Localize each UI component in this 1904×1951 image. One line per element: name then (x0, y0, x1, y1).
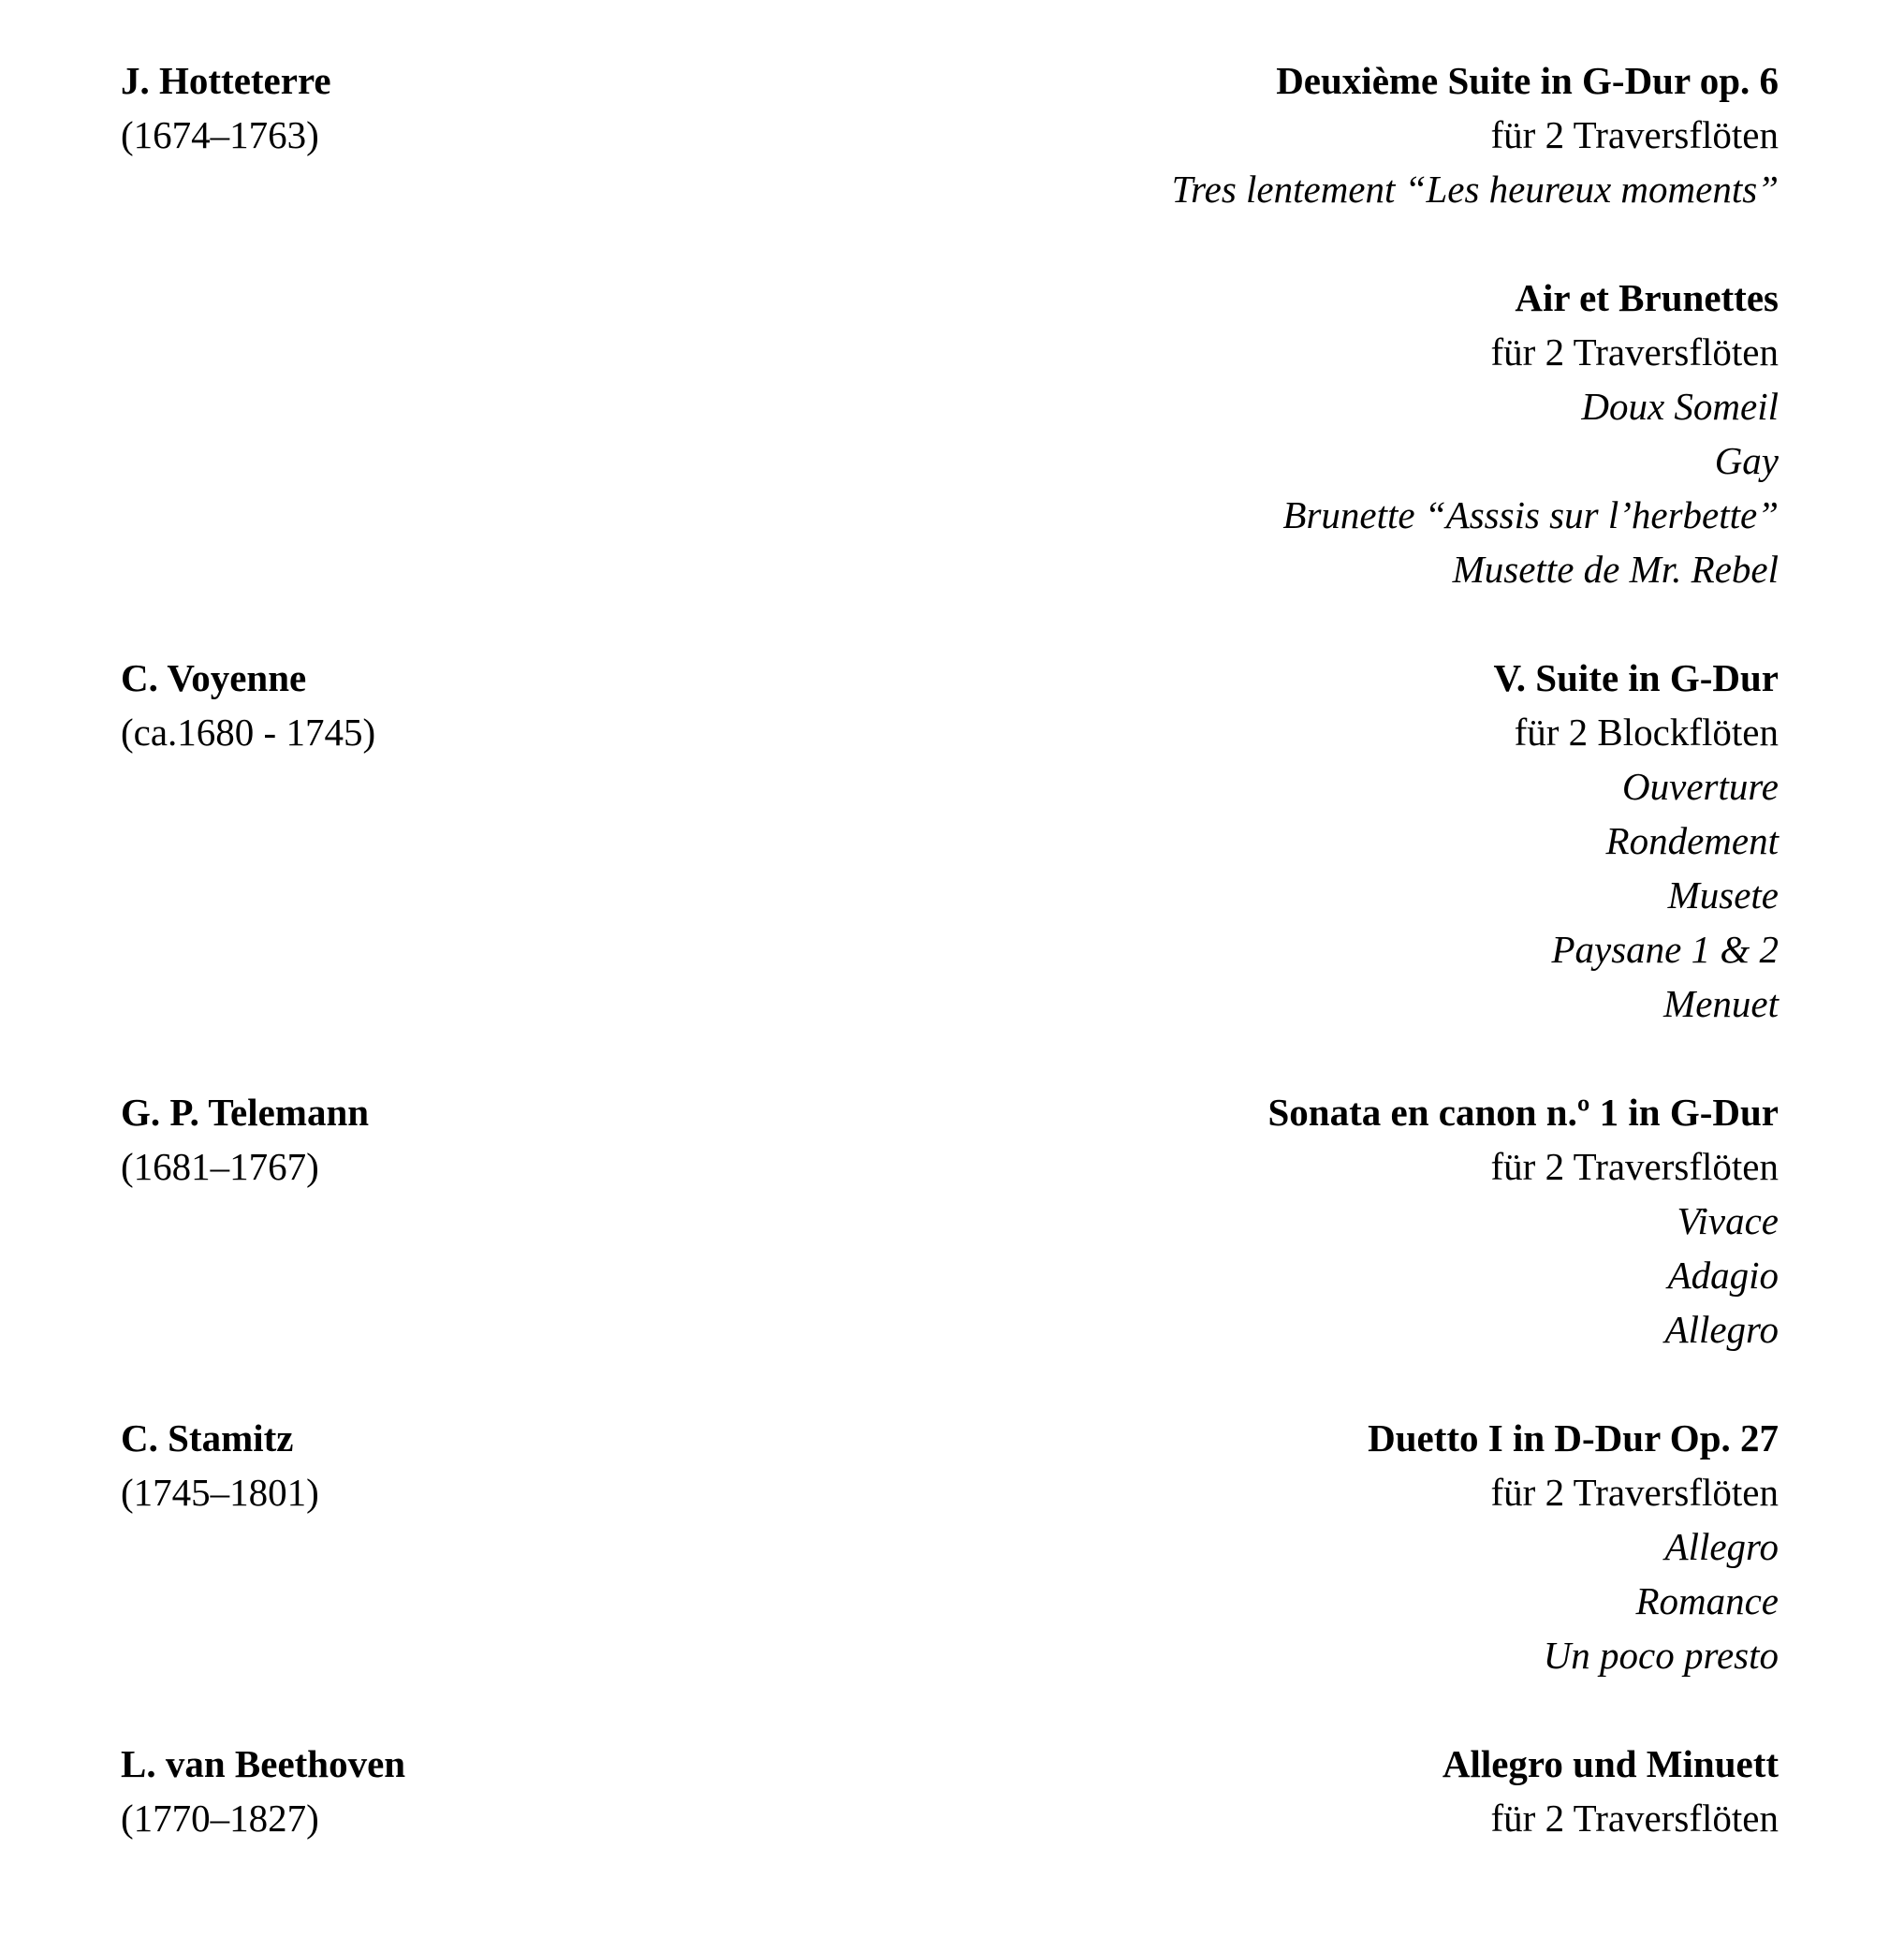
work-title: Deuxième Suite in G-Dur op. 6 (1276, 59, 1779, 102)
work-title: Allegro und Minuett (1442, 1742, 1779, 1785)
composer-dates: (1745–1801) (121, 1471, 319, 1514)
program-entry (0, 53, 1904, 596)
movement: Romance (1635, 1579, 1779, 1622)
composer-dates: (ca.1680 - 1745) (121, 711, 376, 754)
movement: Gay (1714, 439, 1779, 482)
work-instrumentation: für 2 Traversflöten (1490, 1471, 1779, 1514)
movement: Menuet (1663, 982, 1779, 1025)
work-instrumentation: für 2 Traversflöten (1490, 1797, 1779, 1840)
program-entry (0, 651, 1904, 1031)
movement: Musette de Mr. Rebel (1452, 548, 1779, 591)
movement: Paysane 1 & 2 (1551, 928, 1779, 971)
composer-name: J. Hotteterre (121, 59, 331, 102)
composer-dates: (1770–1827) (121, 1797, 319, 1840)
work-instrumentation: für 2 Traversflöten (1490, 1145, 1779, 1188)
movement: Allegro (1664, 1308, 1779, 1351)
composer-name: C. Stamitz (121, 1416, 294, 1460)
work-instrumentation: für 2 Traversflöten (1490, 113, 1779, 156)
composer-name: G. P. Telemann (121, 1091, 370, 1134)
work-instrumentation: für 2 Blockflöten (1514, 711, 1779, 754)
composer-name: C. Voyenne (121, 656, 307, 699)
composer-dates: (1681–1767) (121, 1145, 319, 1188)
movement: Brunette “Asssis sur l’herbette” (1282, 493, 1779, 536)
work-title: V. Suite in G-Dur (1493, 656, 1779, 699)
work-title: Duetto I in D-Dur Op. 27 (1368, 1416, 1779, 1460)
movement: Vivace (1677, 1199, 1779, 1242)
movement: Un poco presto (1543, 1634, 1779, 1677)
composer-block (121, 1085, 776, 1194)
work-instrumentation: für 2 Traversflöten (1490, 330, 1779, 374)
program-page (0, 53, 1904, 1900)
movement: Allegro (1664, 1525, 1779, 1568)
movement: Ouverture (1622, 765, 1779, 808)
movement: Tres lentement “Les heureux moments” (1171, 168, 1779, 211)
program-entry (0, 1085, 1904, 1357)
composer-block (121, 1737, 776, 1845)
movement: Adagio (1667, 1254, 1779, 1297)
work-item (562, 271, 1779, 596)
movement: Doux Someil (1581, 385, 1779, 428)
composer-block (121, 651, 776, 759)
movement: Musete (1667, 873, 1779, 917)
composer-name: L. van Beethoven (121, 1742, 406, 1785)
composer-dates: (1674–1763) (121, 113, 319, 156)
composer-block (121, 53, 776, 162)
program-entry (0, 1411, 1904, 1682)
work-title: Air et Brunettes (1515, 276, 1779, 319)
program-entry (0, 1737, 1904, 1845)
work-title: Sonata en canon n.º 1 in G-Dur (1267, 1091, 1779, 1134)
composer-block (121, 1411, 776, 1519)
movement: Rondement (1605, 819, 1779, 862)
